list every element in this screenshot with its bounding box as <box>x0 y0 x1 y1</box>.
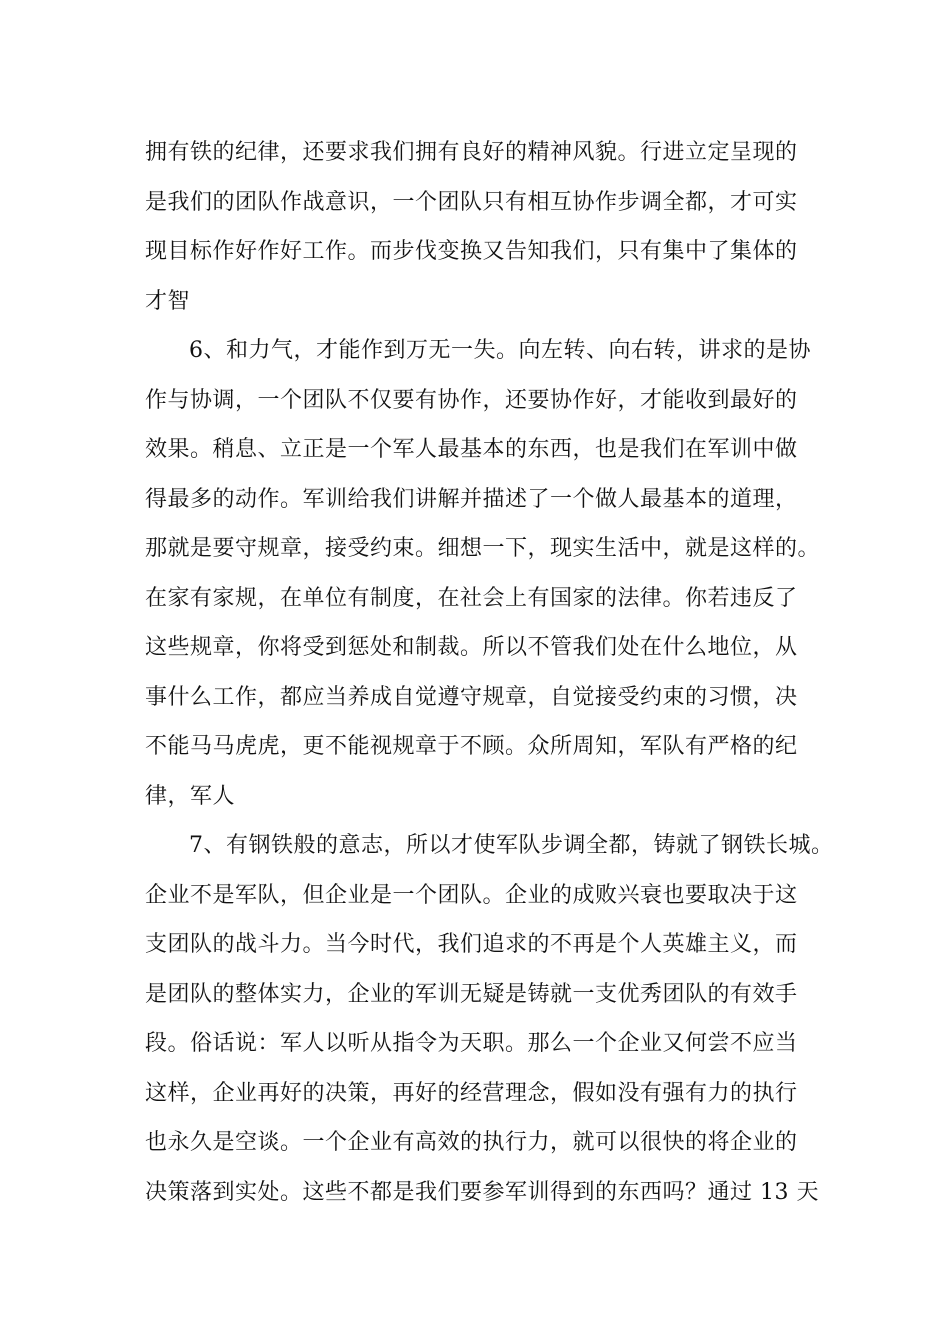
text-line: 那就是要守规章，接受约束。细想一下，现实生活中，就是这样的。 <box>145 536 821 561</box>
text-line: 在家有家规，在单位有制度，在社会上有国家的法律。你若违反了 <box>145 585 798 611</box>
text-line: 是我们的团队作战意识，一个团队只有相互协作步调全都，才可实 <box>145 189 798 215</box>
text-line: 律，军人 <box>145 783 236 809</box>
text-line: 7、有钢铁般的意志，所以才使军队步调全都，铸就了钢铁长城。 <box>189 833 834 858</box>
text-line: 支团队的战斗力。当今时代，我们追求的不再是个人英雄主义，而 <box>145 932 798 957</box>
text-line: 才智 <box>145 288 191 314</box>
text-line: 6、和力气，才能作到万无一失。向左转、向右转，讲求的是协 <box>189 338 811 363</box>
text-line: 企业不是军队，但企业是一个团队。企业的成败兴衰也要取决于这 <box>145 882 798 908</box>
text-line: 决策落到实处。这些不都是我们要参军训得到的东西吗？通过 13 天 <box>145 1179 819 1205</box>
text-line: 也永久是空谈。一个企业有高效的执行力，就可以很快的将企业的 <box>145 1130 798 1155</box>
text-line: 作与协调，一个团队不仅要有协作，还要协作好，才能收到最好的 <box>145 387 798 413</box>
text-line: 事什么工作，都应当养成自觉遵守规章，自觉接受约束的习惯，决 <box>145 684 798 710</box>
text-line: 这些规章，你将受到惩处和制裁。所以不管我们处在什么地位，从 <box>145 635 798 660</box>
text-line: 是团队的整体实力，企业的军训无疑是铸就一支优秀团队的有效手 <box>145 981 798 1007</box>
text-line: 得最多的动作。军训给我们讲解并描述了一个做人最基本的道理， <box>145 486 798 512</box>
text-line: 效果。稍息、立正是一个军人最基本的东西，也是我们在军训中做 <box>145 437 798 462</box>
paragraph-7 <box>145 821 835 1217</box>
paragraph-6 <box>145 326 835 821</box>
text-line: 段。俗话说：军人以听从指令为天职。那么一个企业又何尝不应当 <box>145 1031 798 1056</box>
document-body <box>145 128 835 1217</box>
paragraph-1 <box>145 128 835 326</box>
text-line: 现目标作好作好工作。而步伐变换又告知我们，只有集中了集体的 <box>145 239 798 264</box>
text-line: 这样，企业再好的决策，再好的经营理念，假如没有强有力的执行 <box>145 1080 798 1106</box>
text-line: 拥有铁的纪律，还要求我们拥有良好的精神风貌。行进立定呈现的 <box>145 140 798 165</box>
text-line: 不能马马虎虎，更不能视规章于不顾。众所周知，军队有严格的纪 <box>145 734 798 759</box>
